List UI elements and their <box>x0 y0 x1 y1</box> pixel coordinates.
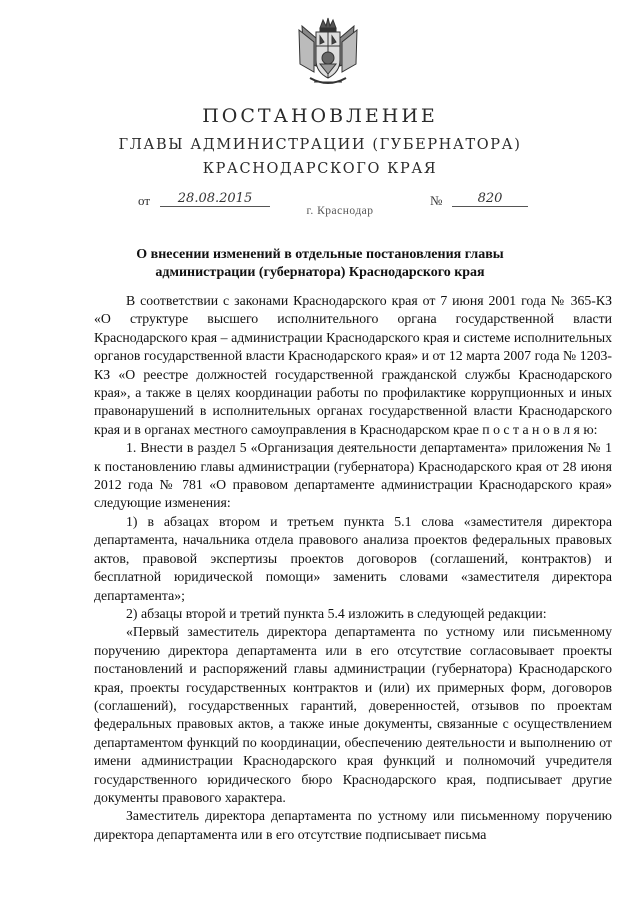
city-label: г. Краснодар <box>306 205 374 217</box>
body-paragraph: 1) в абзацах втором и третьем пункта 5.1 слова «заместителя директора департамента, начальника отдела правового анализа проектов федеральных правовых актов, правовой экспертизы проектов договоров (соглашений, контрактов) и бесплатной юридической помощи» заменить словами «заместителя директора департамента»; <box>94 513 612 603</box>
region-heading: КРАСНОДАРСКОГО КРАЯ <box>202 161 438 177</box>
document-date: 28.08.2015 <box>160 191 270 207</box>
document-type-heading: ПОСТАНОВЛЕНИЕ <box>202 105 438 127</box>
coat-of-arms-emblem <box>296 16 360 90</box>
body-paragraph: 2) абзацы второй и третий пункта 5.4 изложить в следующей редакции: <box>126 605 547 621</box>
number-prefix: № <box>430 193 443 208</box>
document-body <box>94 292 612 844</box>
date-prefix: от <box>138 193 151 208</box>
body-paragraph: В соответствии с законами Краснодарского края от 7 июня 2001 года № 365-КЗ «О структуре высшего исполнительного органа государственной власти Краснодарского края – администрации Краснодарского края и системе исполнительных органов государственной власти Краснодарского края» и от 12 марта 2007 года № 1203-КЗ «О реестре должностей государственной гражданской службы Краснодарского края», а также в целях координации работы по профилактике коррупционных и иных правонарушений в исполнительных органах государственной власти Краснодарского края и в органах местного самоуправления в Краснодарском крае п о с т а н о в л я ю: <box>94 293 612 437</box>
body-paragraph: «Первый заместитель директора департамента по устному или письменному поручению директора департамента или в его отсутствие согласовывает проекты постановлений и распоряжений главы администрации (губернатора) Краснодарского края, проекты государственных контрактов и (или) их примерных форм, договоров (соглашений), государственных гарантий, доверенностей, отзывов по проектам федеральных правовых актов, а также иные документы, связанные с осуществлением департаментом функций по координации, обеспечению деятельности и выполнению от имени администрации Краснодарского края функций и полномочий учредителя государственного юридического бюро Краснодарского края, подписывает другие документы правового характера. <box>94 624 612 805</box>
document-number: 820 <box>452 191 528 207</box>
body-paragraph: 1. Внести в раздел 5 «Организация деятельности департамента» приложения № 1 к постановлению главы администрации (губернатора) Краснодарского края от 28 июня 2012 года № 781 «О правовом департаменте администрации Краснодарского края» следующие изменения: <box>94 440 612 511</box>
issuer-heading: ГЛАВЫ АДМИНИСТРАЦИИ (ГУБЕРНАТОРА) <box>118 137 522 153</box>
document-title: О внесении изменений в отдельные постановления главы администрации (губернатора) Краснодарского края <box>136 247 504 280</box>
body-paragraph: Заместитель директора департамента по устному или письменному поручению директора департамента или в его отсутствие подписывает письма <box>94 808 612 842</box>
